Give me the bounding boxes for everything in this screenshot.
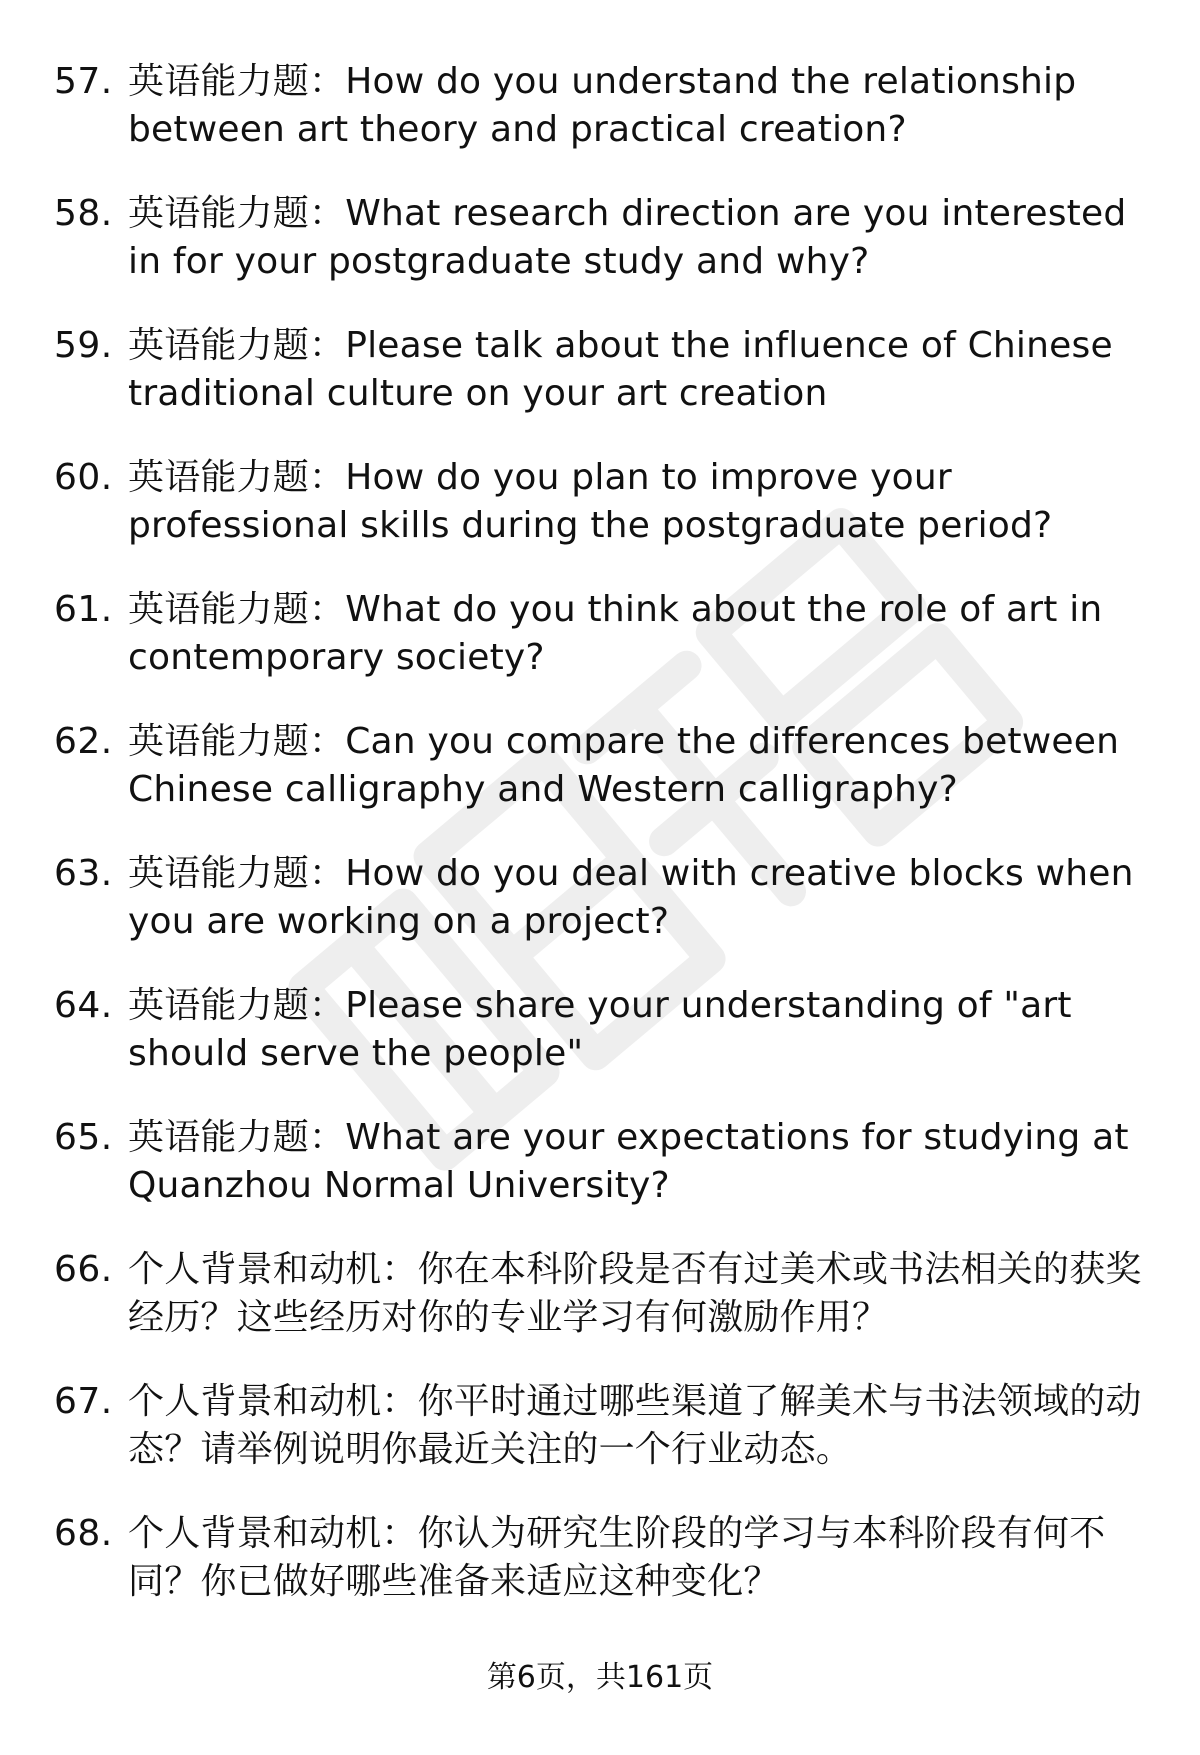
item-text: 英语能力题：What are your expectations for studying at Quanzhou Normal University? xyxy=(128,1117,1129,1206)
item-number: 57. xyxy=(54,61,113,102)
list-item xyxy=(0,190,1200,322)
item-text: 英语能力题：Please share your understanding of "art should serve the people" xyxy=(128,985,1072,1074)
item-text: 英语能力题：Please talk about the influence of Chinese traditional culture on your art creation xyxy=(128,325,1113,414)
item-number: 64. xyxy=(54,985,113,1026)
item-text: 英语能力题：What research direction are you interested in for your postgraduate study and why? xyxy=(128,193,1127,282)
item-number: 67. xyxy=(54,1381,113,1422)
item-text: 英语能力题：How do you deal with creative blocks when you are working on a project? xyxy=(128,853,1134,942)
item-number: 63. xyxy=(54,853,113,894)
item-number: 61. xyxy=(54,589,113,630)
list-item xyxy=(0,322,1200,454)
list-item xyxy=(0,718,1200,850)
item-number: 62. xyxy=(54,721,113,762)
list-item xyxy=(0,982,1200,1114)
item-text: 英语能力题：How do you understand the relationship between art theory and practical creation? xyxy=(128,61,1077,150)
item-number: 60. xyxy=(54,457,113,498)
item-number: 59. xyxy=(54,325,113,366)
list-item xyxy=(0,1246,1200,1378)
item-text: 英语能力题：How do you plan to improve your professional skills during the postgraduate period? xyxy=(128,457,1053,546)
item-text: 个人背景和动机：你在本科阶段是否有过美术或书法相关的获奖经历？这些经历对你的专业学习有何激励作用？ xyxy=(128,1249,1142,1338)
page-footer: 第6页，共161页 xyxy=(486,1660,714,1695)
list-item xyxy=(0,586,1200,718)
list-item xyxy=(0,1378,1200,1510)
list-item xyxy=(0,1114,1200,1246)
item-text: 个人背景和动机：你平时通过哪些渠道了解美术与书法领域的动态？请举例说明你最近关注的一个行业动态。 xyxy=(128,1381,1142,1470)
list-item xyxy=(0,1510,1200,1642)
item-number: 65. xyxy=(54,1117,113,1158)
list-item xyxy=(0,58,1200,190)
item-text: 个人背景和动机：你认为研究生阶段的学习与本科阶段有何不同？你已做好哪些准备来适应这种变化？ xyxy=(128,1513,1106,1602)
item-number: 58. xyxy=(54,193,113,234)
item-text: 英语能力题：What do you think about the role of art in contemporary society? xyxy=(128,589,1103,678)
item-number: 66. xyxy=(54,1249,113,1290)
item-text: 英语能力题：Can you compare the differences between Chinese calligraphy and Western calligraphy? xyxy=(128,721,1120,810)
question-list xyxy=(0,58,1200,1642)
list-item xyxy=(0,850,1200,982)
item-number: 68. xyxy=(54,1513,113,1554)
list-item xyxy=(0,454,1200,586)
